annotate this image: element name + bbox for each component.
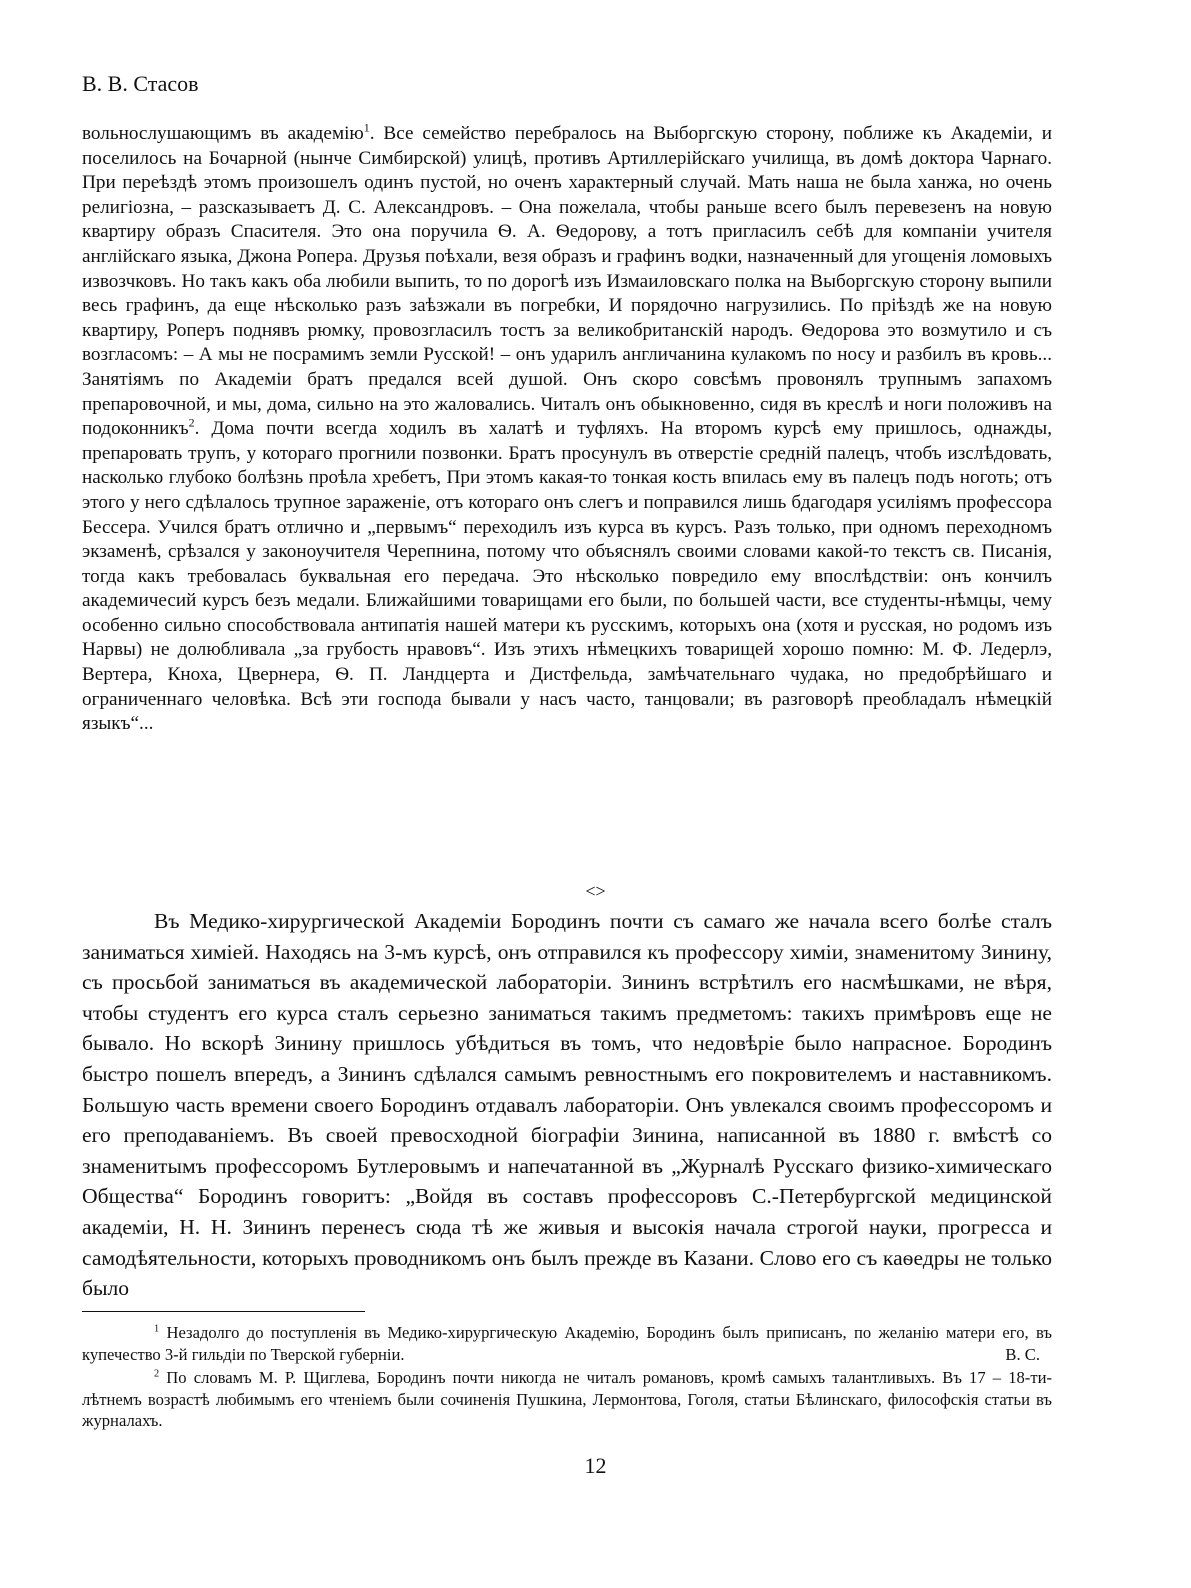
main-paragraph: Въ Медико-хирургической Академіи Бородинъ почти съ самаго же начала всего болѣе сталъ заниматься химіей. Находясь на 3-мъ курсѣ, онъ отправился къ профессору химіи, знаменитому Зинину, съ просьбой заниматься въ академической лабораторіи. Зининъ встрѣтилъ его насмѣшками, не вѣря, чтобы студентъ его курса сталъ серьезно заниматься такимъ предметомъ: такихъ примѣровъ еще не бывало. Но вскорѣ Зинину пришлось убѣдиться въ томъ, что недовѣріе было напрасное. Бородинъ быстро пошелъ впередъ, а Зининъ сдѣлался самымъ ревностнымъ его покровителемъ и наставникомъ. Большую часть времени своего Бородинъ отдавалъ лабораторіи. Онъ увлекался своимъ профессоромъ и его преподаваніемъ. Въ своей превосходной біографіи Зинина, написанной въ 1880 г. вмѣстѣ со знаменитымъ профессоромъ Бутлеровымъ и напечатанной въ „Журналѣ Русскаго физико-химическаго Общества“ Бородинъ говоритъ: „Войдя въ составъ профессоровъ С.-Петербургской медицинской академіи, Н. Н. Зининъ перенесъ сюда тѣ же живыя и высокія начала строгой науки, прогресса и самодѣятельности, которыхъ проводникомъ онъ былъ прежде въ Казани. Слово его съ каѳедры не только было: [82, 909, 1052, 1301]
footnote-1: [82, 1322, 1052, 1365]
footnote-marker-1: 1: [154, 1323, 160, 1335]
footnotes: [82, 1322, 1052, 1434]
quote-text-part-2: . Все семейство перебралось на Выборгскую сторону, поближе къ Академіи, и поселилось на Бочарной (нынче Симбирской) улицѣ, противъ Артиллерійскаго училища, въ домѣ доктора Чарнаго. При переѣздѣ этомъ произошелъ одинъ пустой, но оченъ характерный случай. Мать наша не была ханжа, но очень религіозна, – разсказываетъ Д. С. Александровъ. – Она пожелала, чтобы раньше всего былъ перевезенъ на новую квартиру образъ Спасителя. Это она поручила Ѳ. А. Ѳедорову, а тотъ пригласилъ себѣ для компаніи учителя англійскаго языка, Джона Ропера. Друзья поѣхали, везя образъ и графинъ водки, назначенный для угощенія ломовыхъ извозчковъ. Но такъ какъ оба любили выпить, то по дорогѣ изъ Измаиловскаго полка на Выборгскую сторону выпили весь графинъ, да еще нѣсколько разъ заѣзжали въ погребки, И порядочно нагрузились. По пріѣздѣ же на новую квартиру, Роперъ поднявъ рюмку, провозгласилъ тостъ за великобританскій народъ. Ѳедорова это возмутило и съ возгласомъ: – А мы не посрамимъ земли Русской! – онъ ударилъ англичанина кулакомъ по носу и разбилъ въ кровь... Занятіямъ по Академіи братъ предался всей душой. Онъ скоро совсѣмъ провонялъ трупнымъ запахомъ препаровочной, и мы, дома, сильно на это жаловались. Читалъ онъ обыкновенно, сидя въ креслѣ и ноги положивъ на подоконникъ: [82, 123, 1052, 440]
main-body-text: [82, 906, 1052, 1304]
footnote-1-text: Незадолго до поступленія въ Медико-хирургическую Академію, Бородинъ былъ приписанъ, по желанію матери его, въ купечество 3-й гильдіи по Тверской губерніи.: [82, 1323, 1052, 1364]
quote-text-part-3: . Дома почти всегда ходилъ въ халатѣ и туфляхъ. На второмъ курсѣ ему пришлось, однажды, препаровать трупъ, у котораго прогнили позвонки. Братъ просунулъ въ отверстіе средній палецъ, чтобъ изслѣдовать, насколько глубоко болѣзнь проѣла хребетъ, При этомъ какая-то тонкая кость впилась ему въ палецъ подъ ноготь; отъ этого у него сдѣлалось трупное зараженіе, отъ котораго онъ слегъ и поправился лишь бдагодаря усиліямъ профессора Бессера. Учился братъ отлично и „первымъ“ переходилъ изъ курса въ курсъ. Разъ только, при одномъ переходномъ экзаменѣ, срѣзался у законоучителя Черепнина, потому что объяснялъ своими словами какой-то текстъ св. Писанія, тогда какъ требовалась буквальная его передача. Это нѣсколько повредило ему впослѣдствіи: онъ кончилъ академичесий курсъ безъ медали. Ближайшими товарищами его были, по большей части, все студенты-нѣмцы, чему особенно сильно способствовала антипатія нашей матери къ русскимъ, которыхъ она (хотя и русская, но родомъ изъ Нарвы) не долюбливала „за грубость нравовъ“. Изъ этихъ нѣмецкихъ товарищей хорошо помню: М. Ф. Ледерлэ, Вертера, Кноха, Цвернера, Ѳ. П. Ландцерта и Дистфельда, замѣчательнаго чудака, но предобрѣйшаго и ограниченнаго человѣка. Всѣ эти господа бывали у насъ часто, танцовали; въ разговорѣ преобладалъ нѣмецкій языкъ“...: [82, 418, 1052, 735]
footnote-1-signature: В. С.: [1005, 1344, 1040, 1364]
page-number: 12: [584, 1453, 607, 1478]
footnote-ref-2[interactable]: 2: [188, 415, 195, 430]
footnote-divider: [82, 1311, 365, 1312]
footnote-2-text: По словамъ М. Р. Щиглева, Бородинъ почти никогда не читалъ романовъ, кромѣ самыхъ талантливыхъ. Въ 17 – 18-ти-лѣтнемъ возрастѣ любимымъ его чтеніемъ были сочиненія Пушкина, Лермонтова, Гоголя, статьи Бѣлинскаго, философскія статьи въ журналахъ.: [82, 1368, 1052, 1431]
quoted-memoir-block: [82, 122, 1052, 737]
footnote-ref-1[interactable]: 1: [363, 120, 370, 135]
running-title: В. В. Стасов: [82, 71, 199, 96]
footnote-marker-2: 2: [154, 1368, 160, 1380]
section-separator: <>: [585, 881, 606, 901]
quote-paragraph: [82, 122, 1052, 737]
footnote-2: [82, 1367, 1052, 1432]
quote-text-part-1: вольнослушающимъ въ академію: [82, 123, 364, 144]
